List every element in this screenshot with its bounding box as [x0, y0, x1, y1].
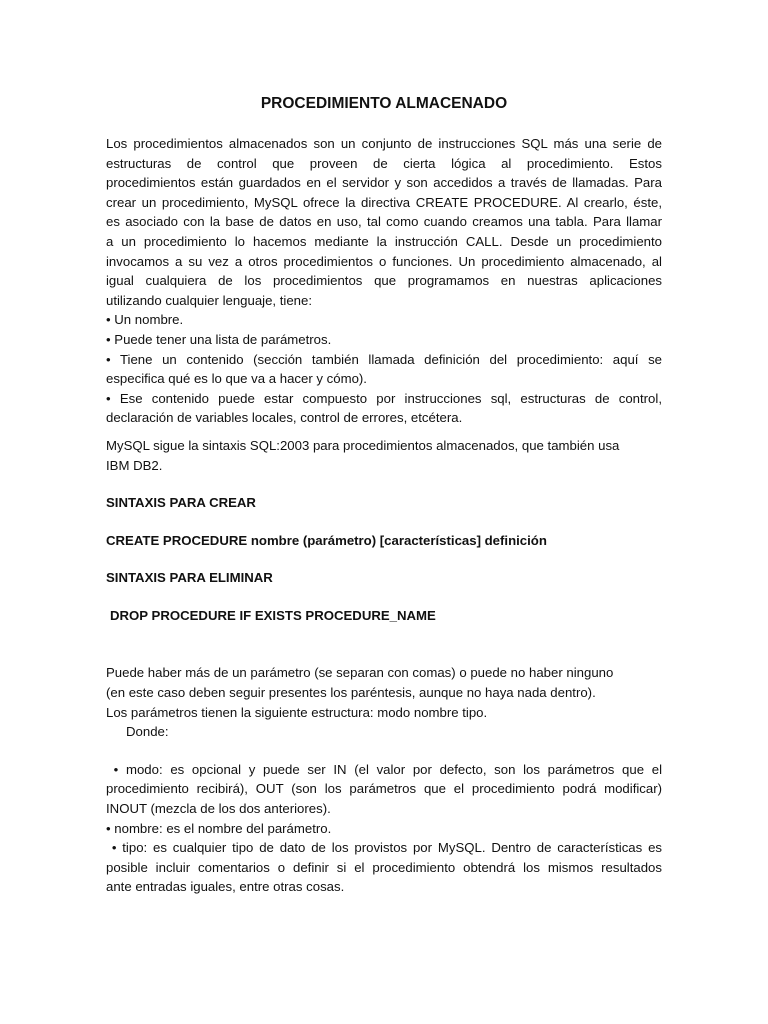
intro-line: estructuras de control que proveen de cierta lógica al procedimiento. Estos	[106, 155, 662, 171]
drop-procedure-syntax: DROP PROCEDURE IF EXISTS PROCEDURE_NAME	[110, 607, 436, 623]
intro-line: es asociado con la base de datos en uso, tal como cuando creamos una tabla. Para llamar	[106, 214, 662, 230]
list-item: • Tiene un contenido (sección también llamada definición del procedimiento: aquí se	[106, 351, 662, 367]
parameter-parts-list	[106, 760, 662, 897]
heading-create-syntax: SINTAXIS PARA CREAR	[106, 495, 256, 511]
list-item-continuation: declaración de variables locales, control de errores, etcétera.	[106, 410, 463, 426]
list-item-continuation: posible incluir comentarios o definir si el procedimiento obtendrá los mismos resultados	[106, 859, 662, 875]
document-title: PROCEDIMIENTO ALMACENADO	[260, 95, 508, 112]
create-procedure-syntax: CREATE PROCEDURE nombre (parámetro) [características] definición	[106, 532, 547, 548]
intro-line: a un procedimiento lo hacemos mediante la instrucción CALL. Desde un procedimiento	[106, 233, 662, 249]
intro-line: igual cualquiera de los procedimientos que programamos en nuestras aplicaciones	[106, 273, 662, 289]
heading-drop-syntax: SINTAXIS PARA ELIMINAR	[106, 570, 273, 586]
document-page	[106, 94, 662, 897]
paragraph-line: MySQL sigue la sintaxis SQL:2003 para procedimientos almacenados, que también usa	[106, 437, 620, 453]
list-item-continuation: INOUT (mezcla de los dos anteriores).	[106, 801, 331, 817]
list-item-continuation: ante entradas iguales, entre otras cosas.	[106, 879, 345, 895]
list-item: • modo: es opcional y puede ser IN (el valor por defecto, son los parámetros que el	[106, 761, 662, 777]
list-item: • Ese contenido puede estar compuesto por instrucciones sql, estructuras de control,	[106, 390, 662, 406]
intro-paragraph	[106, 134, 662, 310]
donde-label: Donde:	[126, 724, 169, 740]
parameters-paragraph	[106, 663, 662, 741]
paragraph-line: IBM DB2.	[106, 457, 163, 473]
sql2003-paragraph	[106, 436, 662, 475]
intro-line: procedimientos están guardados en el servidor y son accedidos a través de llamadas. Para	[106, 175, 662, 191]
list-item-continuation: especifica qué es lo que va a hacer y cómo).	[106, 371, 367, 387]
intro-line: Los procedimientos almacenados son un conjunto de instrucciones SQL más una serie de	[106, 136, 662, 151]
list-item: • tipo: es cualquier tipo de dato de los provistos por MySQL. Dentro de características es	[106, 840, 662, 856]
list-item-continuation: procedimiento recibirá), OUT (son los parámetros que el procedimiento podrá modificar)	[106, 781, 662, 797]
feature-list	[106, 310, 662, 428]
intro-line: utilizando cualquier lenguaje, tiene:	[106, 292, 313, 308]
paragraph-line: Puede haber más de un parámetro (se separan con comas) o puede no haber ninguno	[106, 665, 614, 681]
paragraph-line: Los parámetros tienen la siguiente estructura: modo nombre tipo.	[106, 704, 488, 720]
paragraph-line: (en este caso deben seguir presentes los paréntesis, aunque no haya nada dentro).	[106, 685, 596, 701]
list-item: • Un nombre.	[106, 312, 184, 328]
intro-line: crear un procedimiento, MySQL ofrece la directiva CREATE PROCEDURE. Al crearlo, éste,	[106, 194, 662, 210]
intro-line: invocamos a su vez a otros procedimientos o funciones. Un procedimiento almacenado, al	[106, 253, 662, 269]
list-item: • Puede tener una lista de parámetros.	[106, 331, 332, 347]
list-item: • nombre: es el nombre del parámetro.	[106, 820, 332, 836]
